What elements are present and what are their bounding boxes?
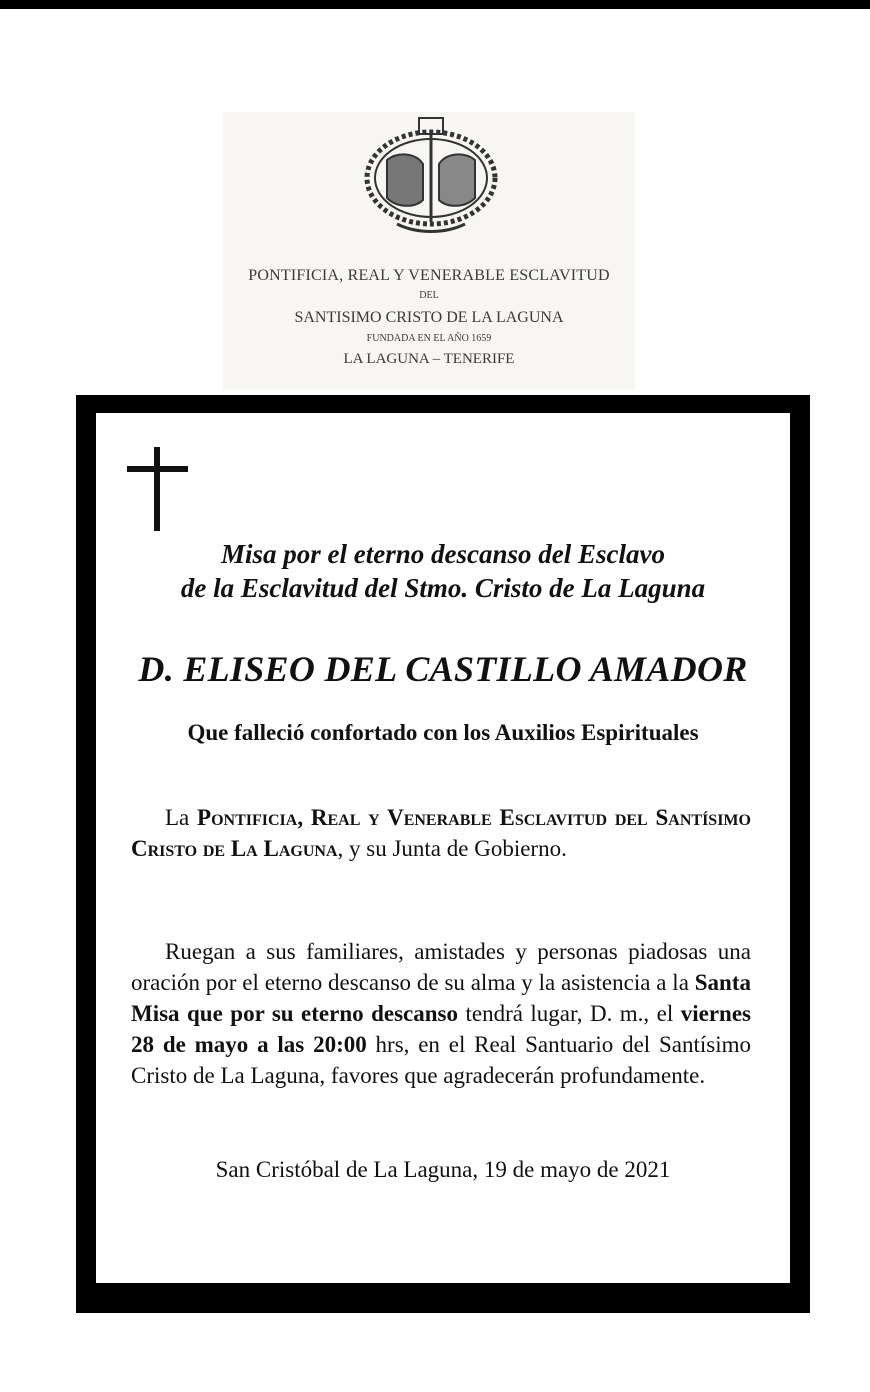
subtitle-line-1: Misa por el eterno descanso del Esclavo	[221, 539, 665, 569]
p2-text-e: hrs, en el Real Santuario del Santísimo Cristo de La Laguna, favores que agradecerán profundamente.	[131, 1032, 751, 1088]
p2-text-a: Ruegan a sus familiares, amistades y personas piadosas una oración por el eterno descanso de su alma y la asistencia a la	[131, 939, 751, 995]
p1-text-c: , y su Junta de Gobierno.	[337, 836, 567, 861]
p2-mass: Santa Misa que por su eterno descanso	[131, 970, 751, 1026]
letterhead-subtitle: SANTISIMO CRISTO DE LA LAGUNA	[294, 309, 564, 326]
letterhead-location: LA LAGUNA – TENERIFE	[343, 351, 515, 367]
paragraph-request	[131, 936, 751, 1091]
confraternity-emblem-icon	[357, 112, 505, 238]
notice-date: San Cristóbal de La Laguna, 19 de mayo de 2021	[215, 1157, 671, 1182]
p2-text-c: tendrá lugar, D. m., el	[458, 1001, 681, 1026]
deceased-statement: Que falleció confortado con los Auxilios Espirituales	[187, 720, 699, 745]
p1-brotherhood-name: Pontificia, Real y Venerable Esclavitud del Santísimo Cristo de La Laguna	[131, 805, 751, 861]
notice-subtitle	[76, 537, 810, 605]
letterhead-title: PONTIFICIA, REAL Y VENERABLE ESCLAVITUD	[248, 267, 610, 284]
p1-text-a: La	[165, 805, 198, 830]
letterhead	[223, 112, 635, 390]
subtitle-line-2: de la Esclavitud del Stmo. Cristo de La Laguna	[180, 573, 706, 603]
top-bar	[0, 0, 870, 9]
cross-icon	[154, 447, 160, 531]
paragraph-brotherhood	[131, 802, 751, 864]
letterhead-del: DEL	[419, 290, 439, 301]
cross-icon-bar	[127, 466, 188, 472]
p2-datetime: viernes 28 de mayo a las 20:00	[131, 1001, 751, 1057]
deceased-name: D. ELISEO DEL CASTILLO AMADOR	[138, 649, 748, 689]
letterhead-founded: FUNDADA EN EL AÑO 1659	[366, 333, 492, 344]
